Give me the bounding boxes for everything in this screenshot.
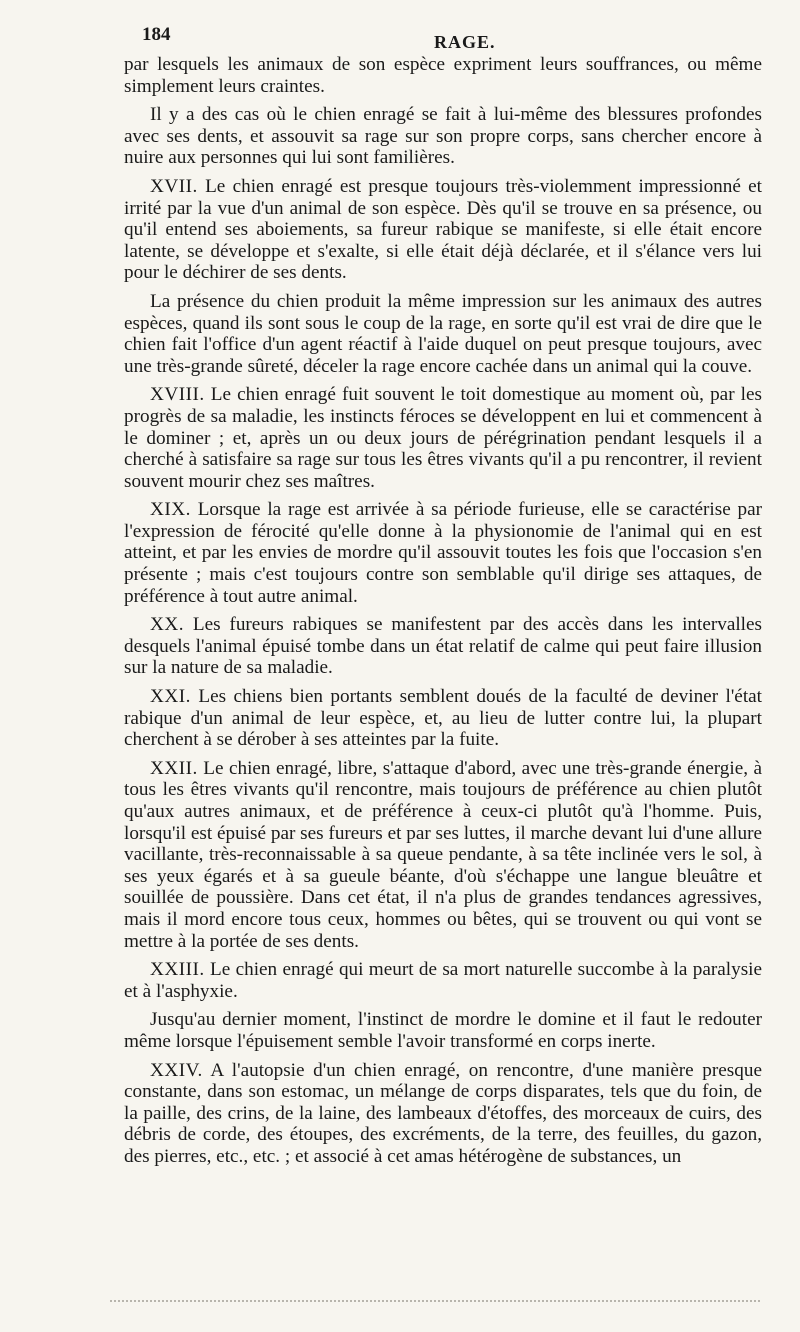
paragraph-text: La présence du chien produit la même impression sur les animaux des autres espèces, quand ils sont sous le coup de la rage, en sorte qu'il est vrai de dire que le chien fait l'office d'un agent réactif à l'aide duquel on peut presque toujours, avec une très-grande sûreté, déceler la rage encore cachée dans un animal qui la couve. — [124, 290, 762, 377]
section-number: XXII. — [150, 757, 198, 779]
paragraph — [124, 384, 762, 492]
paragraph-text: A l'autopsie d'un chien enragé, on rencontre, d'une manière presque constante, dans son estomac, un mélange de corps disparates, tels que du foin, de la paille, des crins, de la laine, des lambeaux d'étoffes, des morceaux de cuirs, des débris de corde, des étoupes, des excréments, de la terre, des feuilles, du gazon, des pierres, etc., etc. ; et associé à cet amas hétérogène de substances, un — [124, 1059, 762, 1167]
paragraph — [124, 104, 762, 169]
paragraph — [124, 1060, 762, 1168]
paragraph — [124, 758, 762, 952]
section-number: XXI. — [150, 686, 191, 708]
paragraph — [124, 499, 762, 607]
paragraph-text: Le chien enragé qui meurt de sa mort naturelle succombe à la paralysie et à l'asphyxie. — [124, 959, 763, 1002]
running-head: RAGE. — [434, 32, 496, 52]
section-number: XIX. — [150, 499, 191, 521]
paragraph-text: Le chien enragé est presque toujours très-violemment impressionné et irrité par la vue d'un animal de son espèce. Dès qu'il se trouve en sa présence, ou qu'il entend ses aboiements, sa fureur rabique se manifeste, si elle était encore latente, se développe et s'exalte, si elle était déjà déclarée, et il s'élance vers lui pour le déchirer de ses dents. — [124, 175, 762, 284]
paragraph-text: Il y a des cas où le chien enragé se fait à lui-même des blessures profondes avec ses dents, et assouvit sa rage sur son propre corps, sans chercher encore à nuire aux personnes qui lui sont familières. — [124, 104, 762, 169]
paragraph-text: Les chiens bien portants semblent doués de la faculté de deviner l'état rabique d'un animal de leur espèce, et, au lieu de lutter contre lui, la plupart cherchent à se dérober à ses atteintes par la fuite. — [124, 686, 763, 751]
page-body — [124, 54, 762, 1168]
page-number: 184 — [142, 24, 171, 45]
paragraph-text: Jusqu'au dernier moment, l'instinct de mordre le domine et il faut le redouter même lorsque l'épuisement semble l'avoir transformé en corps inerte. — [124, 1009, 762, 1052]
section-number: XVIII. — [150, 384, 205, 406]
paragraph — [124, 686, 762, 751]
page-header — [124, 20, 762, 56]
paragraph — [124, 176, 762, 284]
paragraph-text: Le chien enragé, libre, s'attaque d'abord, avec une très-grande énergie, à tous les êtres vivants qu'il rencontre, mais toujours de préférence au chien plutôt qu'aux autres animaux, et de préférence à ceux-ci plutôt qu'à l'homme. Puis, lorsqu'il est épuisé par ses fureurs et par ses luttes, il marche devant lui d'une allure vacillante, très-reconnaissable à sa queue pendante, à sa tête inclinée vers le sol, à ses yeux égarés et à sa gueule béante, d'où s'échappe une langue bleuâtre et souillée de poussière. Dans cet état, il n'a plus de grandes tendances agressives, mais il mord encore tous ceux, hommes ou bêtes, qui se trouvent ou qui vont se mettre à la portée de ses dents. — [124, 757, 763, 952]
paragraph — [124, 291, 762, 377]
section-number: XXIII. — [150, 959, 205, 981]
paragraph — [124, 54, 762, 97]
section-number: XXIV. — [150, 1059, 203, 1081]
paragraph — [124, 614, 762, 679]
paragraph — [124, 959, 762, 1002]
bottom-dotted-rule — [110, 1300, 760, 1304]
paragraph-text: Les fureurs rabiques se manifestent par des accès dans les intervalles desquels l'animal épuisé tombe dans un état relatif de calme qui peut faire illusion sur la nature de sa maladie. — [124, 614, 762, 679]
section-number: XVII. — [150, 175, 198, 197]
paragraph-text: Lorsque la rage est arrivée à sa période furieuse, elle se caractérise par l'expression de férocité qu'elle donne à la physionomie de l'animal qui en est atteint, et par les envies de mordre qu'il assouvit toutes les fois que l'occasion s'en présente ; mais c'est toujours contre son semblable qu'il dirige ses attaques, de préférence à tout autre animal. — [124, 499, 763, 607]
section-number: XX. — [150, 614, 185, 636]
paragraph — [124, 1009, 762, 1052]
paragraph-text: Le chien enragé fuit souvent le toit domestique au moment où, par les progrès de sa maladie, les instincts féroces se développent en lui et commencent à le dominer ; et, après un ou deux jours de pérégrination pendant lesquels il a cherché à satisfaire sa rage sur tous les êtres vivants qu'il a pu rencontrer, il revient souvent mourir chez ses maîtres. — [124, 384, 763, 492]
paragraph-text: par lesquels les animaux de son espèce expriment leurs souffrances, ou même simplement leurs craintes. — [124, 54, 762, 97]
